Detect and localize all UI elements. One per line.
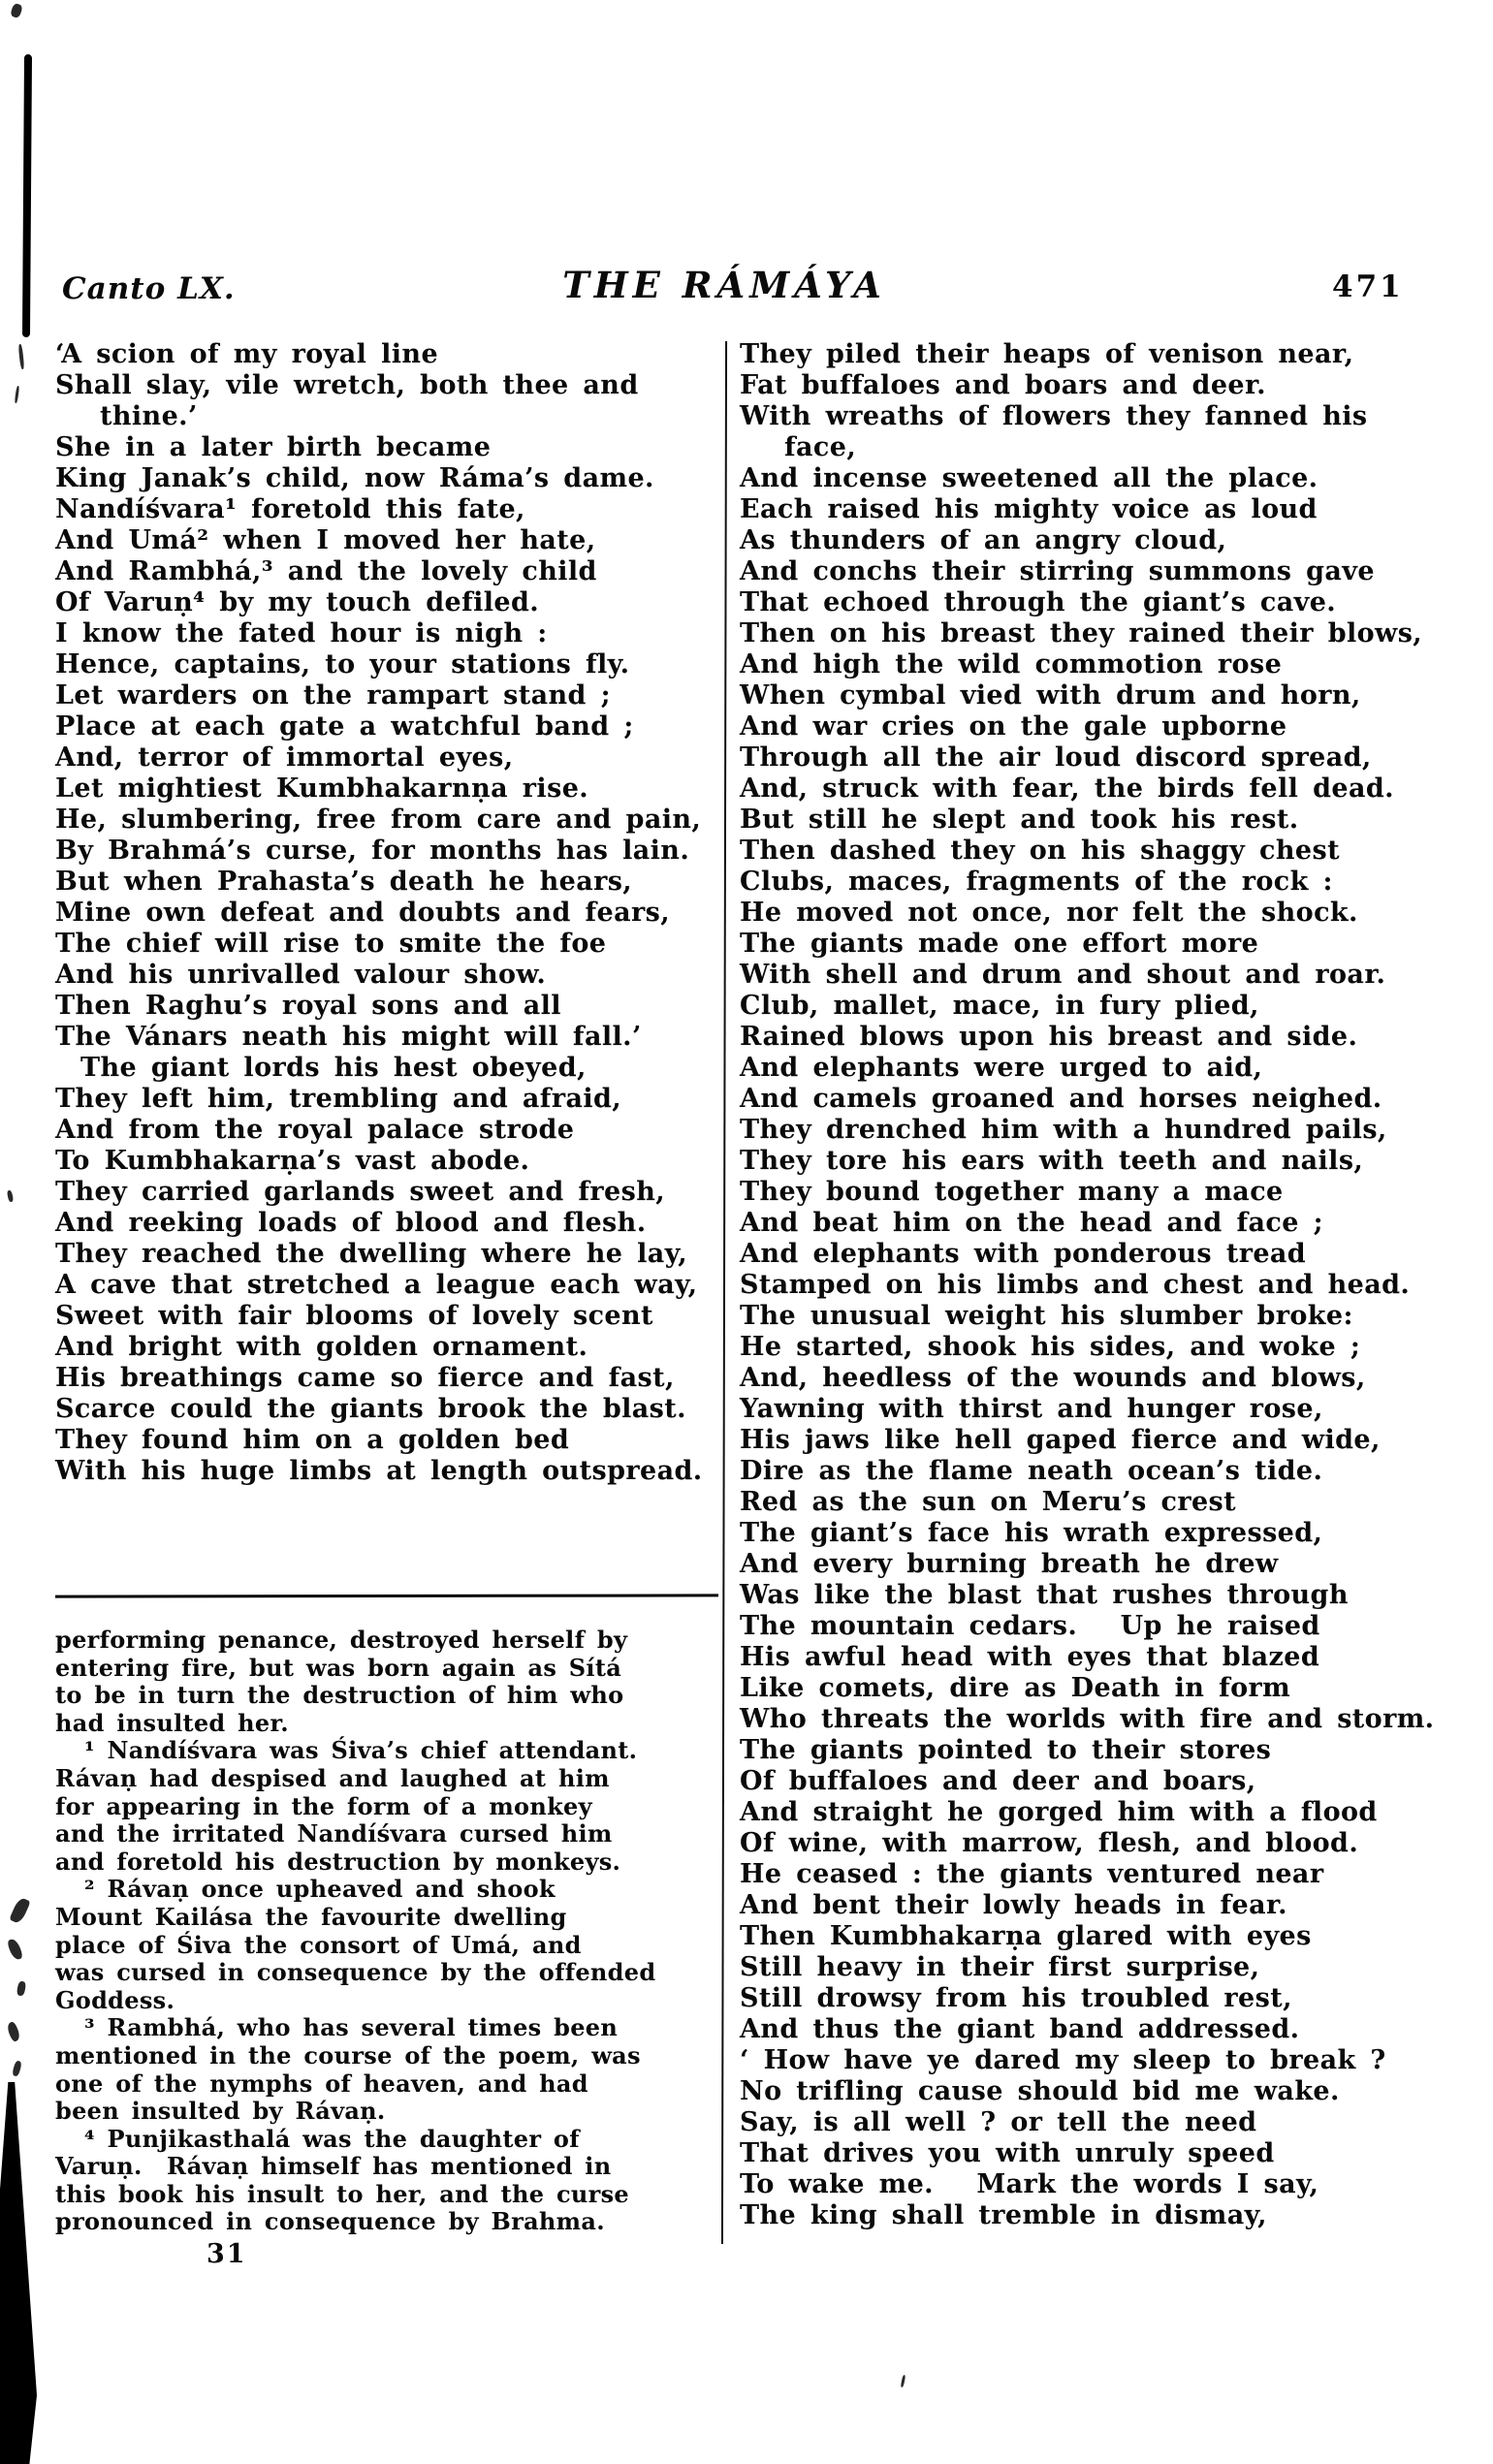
verse-line: His breathings came so fierce and fast, (55, 1363, 675, 1393)
footnote-line: place of Śiva the consort of Umá, and (55, 1930, 582, 1959)
footnote-line: mentioned in the course of the poem, was (55, 2040, 641, 2069)
verse-line: But still he slept and took his rest. (740, 805, 1299, 835)
verse-line: Was like the blast that rushes through (740, 1580, 1349, 1610)
ink-speck (18, 344, 25, 369)
verse-line: The giant’s face his wrath expressed, (740, 1518, 1323, 1548)
verse-line: And straight he gorged him with a flood (740, 1797, 1378, 1827)
footnote-line: been insulted by Rávaṇ. (55, 2097, 386, 2126)
verse-line: He moved not once, nor felt the shock. (740, 898, 1358, 928)
footnote-line: Mount Kailása the favourite dwelling (55, 1902, 567, 1931)
footnote-line: one of the nymphs of heaven, and had (55, 2069, 588, 2098)
verse-line: And every burning breath he drew (740, 1549, 1279, 1579)
page-number: 471 (1332, 269, 1404, 304)
verse-line: The Vánars neath his might will fall.’ (55, 1022, 642, 1052)
verse-line: And war cries on the gale upborne (740, 711, 1287, 742)
verse-line: Each raised his mighty voice as loud (740, 494, 1318, 524)
verse-line: I know the fated hour is nigh : (55, 618, 548, 648)
verse-line: The giant lords his hest obeyed, (80, 1053, 587, 1083)
ink-speck (5, 2021, 22, 2042)
verse-line: Still heavy in their first surprise, (740, 1952, 1260, 1982)
verse-line: With shell and drum and shout and roar. (740, 960, 1386, 990)
verse-line: Of buffaloes and deer and boars, (740, 1766, 1256, 1796)
verse-line: The unusual weight his slumber broke: (740, 1301, 1353, 1331)
verse-line: Shall slay, vile wretch, both thee and (55, 370, 639, 400)
verse-line: thine.’ (100, 401, 198, 431)
verse-line: Rained blows upon his breast and side. (740, 1022, 1358, 1052)
verse-line: Place at each gate a watchful band ; (55, 711, 634, 742)
verse-line: And reeking loads of blood and flesh. (55, 1208, 647, 1238)
verse-line: Say, is all well ? or tell the need (740, 2107, 1257, 2137)
verse-line: And bright with golden ornament. (55, 1332, 588, 1362)
verse-line: Then on his breast they rained their blows, (740, 618, 1423, 648)
verse-line: And Umá² when I moved her hate, (55, 525, 596, 555)
verse-line: And thus the giant band addressed. (740, 2014, 1300, 2044)
signature-number: 31 (206, 2239, 247, 2269)
verse-line: The chief will rise to smite the foe (55, 929, 607, 959)
binding-shadow-bottom (0, 2082, 37, 2464)
verse-line: No trifling cause should bid me wake. (740, 2076, 1340, 2106)
verse-line: Mine own defeat and doubts and fears, (55, 898, 671, 928)
verse-line: His jaws like hell gaped fierce and wide, (740, 1425, 1381, 1455)
verse-line: And beat him on the head and face ; (740, 1208, 1323, 1238)
verse-line: With wreaths of flowers they fanned his (740, 401, 1368, 431)
verse-line: Then Raghu’s royal sons and all (55, 991, 561, 1021)
verse-line: Yawning with thirst and hunger rose, (740, 1394, 1323, 1424)
verse-line: Of Varuṇ⁴ by my touch defiled. (55, 587, 540, 617)
footnote-line: entering fire, but was born again as Sítá (55, 1653, 622, 1682)
ink-speck (12, 2060, 22, 2076)
verse-line: King Janak’s child, now Ráma’s dame. (55, 463, 654, 493)
footnote-line: and foretold his destruction by monkeys. (55, 1847, 621, 1876)
ink-speck (9, 1896, 30, 1924)
verse-line: His awful head with eyes that blazed (740, 1642, 1320, 1672)
verse-line: And from the royal palace strode (55, 1115, 575, 1145)
footnote-line: to be in turn the destruction of him who (55, 1681, 624, 1710)
verse-line: Of wine, with marrow, flesh, and blood. (740, 1828, 1359, 1858)
verse-line: She in a later birth became (55, 432, 492, 462)
verse-line: As thunders of an angry cloud, (740, 525, 1227, 555)
footnote-line: ¹ Nandíśvara was Śiva’s chief attendant. (84, 1736, 638, 1765)
footnote-line: Varuṇ. Rávaṇ himself has mentioned in (55, 2152, 612, 2181)
verse-line: And Rambhá,³ and the lovely child (55, 556, 597, 586)
verse-line: He started, shook his sides, and woke ; (740, 1332, 1361, 1362)
verse-line: They drenched him with a hundred pails, (740, 1115, 1387, 1145)
footnote-line: this book his insult to her, and the curse (55, 2179, 629, 2208)
footnote-line: ² Rávaṇ once upheaved and shook (84, 1875, 556, 1904)
verse-line: When cymbal vied with drum and horn, (740, 680, 1361, 711)
footnote-rule (55, 1594, 718, 1597)
page-title: THE RÁMÁYA (562, 264, 886, 306)
binding-shadow-top (22, 54, 32, 337)
verse-line: Club, mallet, mace, in fury plied, (740, 991, 1259, 1021)
verse-line: Clubs, maces, fragments of the rock : (740, 867, 1333, 897)
verse-line: And camels groaned and horses neighed. (740, 1084, 1382, 1114)
verse-line: ‘A scion of my royal line (55, 339, 439, 369)
ink-speck (901, 2375, 906, 2387)
verse-line: ‘ How have ye dared my sleep to break ? (740, 2045, 1386, 2075)
verse-line: Scarce could the giants brook the blast. (55, 1394, 686, 1424)
verse-line: Like comets, dire as Death in form (740, 1673, 1291, 1703)
verse-line: Then Kumbhakarṇa glared with eyes (740, 1921, 1312, 1951)
verse-line: And his unrivalled valour show. (55, 960, 547, 990)
verse-line: Fat buffaloes and boars and deer. (740, 370, 1266, 400)
verse-line: The giants pointed to their stores (740, 1735, 1272, 1765)
verse-line: Dire as the flame neath ocean’s tide. (740, 1456, 1323, 1486)
verse-line: Nandíśvara¹ foretold this fate, (55, 494, 525, 524)
verse-line: But when Prahasta’s death he hears, (55, 867, 633, 897)
verse-line: To wake me. Mark the words I say, (740, 2169, 1319, 2199)
footnote-line: pronounced in consequence by Brahma. (55, 2207, 605, 2236)
verse-line: Who threats the worlds with fire and storm. (740, 1704, 1435, 1734)
verse-line: And elephants were urged to aid, (740, 1053, 1263, 1083)
verse-line: Hence, captains, to your stations fly. (55, 649, 630, 679)
footnote-line: Goddess. (55, 1985, 175, 2014)
verse-line: That drives you with unruly speed (740, 2138, 1275, 2168)
footnote-line: performing penance, destroyed herself by (55, 1626, 628, 1654)
verse-line: And, heedless of the wounds and blows, (740, 1363, 1366, 1393)
ink-speck (7, 1938, 23, 1961)
verse-line: The king shall tremble in dismay, (740, 2200, 1267, 2230)
verse-line: And incense sweetened all the place. (740, 463, 1318, 493)
verse-line: Let mightiest Kumbhakarnṇa rise. (55, 774, 589, 804)
canto-label: Canto LX. (62, 271, 236, 306)
verse-line: face, (784, 432, 857, 462)
footnote-line: Rávaṇ had despised and laughed at him (55, 1763, 610, 1792)
footnote-line: and the irritated Nandíśvara cursed him (55, 1819, 613, 1848)
verse-line: Still drowsy from his troubled rest, (740, 1983, 1292, 2013)
verse-line: They left him, trembling and afraid, (55, 1084, 622, 1114)
verse-line: He, slumbering, free from care and pain, (55, 805, 702, 835)
verse-line: The giants made one effort more (740, 929, 1259, 959)
verse-line: By Brahmá’s curse, for months has lain. (55, 836, 690, 866)
ink-speck (15, 386, 19, 403)
verse-line: They piled their heaps of venison near, (740, 339, 1354, 369)
footnote-line: for appearing in the form of a monkey (55, 1791, 592, 1820)
verse-line: He ceased : the giants ventured near (740, 1859, 1324, 1889)
verse-line: They bound together many a mace (740, 1177, 1284, 1207)
ink-speck (16, 1980, 26, 1996)
footnote-line: was cursed in consequence by the offended (55, 1958, 656, 1987)
verse-line: And, terror of immortal eyes, (55, 742, 514, 773)
verse-line: They tore his ears with teeth and nails, (740, 1146, 1364, 1176)
verse-line: Then dashed they on his shaggy chest (740, 836, 1340, 866)
right-column-verse (740, 339, 1486, 2231)
verse-line: To Kumbhakarṇa’s vast abode. (55, 1146, 530, 1176)
verse-line: And bent their lowly heads in fear. (740, 1890, 1287, 1920)
verse-line: Through all the air loud discord spread, (740, 742, 1372, 773)
footnote-line: ³ Rambhá, who has several times been (84, 2013, 619, 2042)
verse-line: Stamped on his limbs and chest and head. (740, 1270, 1411, 1300)
left-column-verse (55, 339, 724, 1487)
ink-speck (7, 1190, 14, 1203)
verse-line: They carried garlands sweet and fresh, (55, 1177, 666, 1207)
verse-line: And, struck with fear, the birds fell dead. (740, 774, 1394, 804)
verse-line: Let warders on the rampart stand ; (55, 680, 612, 711)
verse-line: A cave that stretched a league each way, (55, 1270, 698, 1300)
verse-line: That echoed through the giant’s cave. (740, 587, 1337, 617)
footnote-line: ⁴ Punjikasthalá was the daughter of (84, 2124, 580, 2153)
verse-line: Red as the sun on Meru’s crest (740, 1487, 1237, 1517)
ink-speck (10, 3, 23, 18)
verse-line: They found him on a golden bed (55, 1425, 570, 1455)
verse-line: And high the wild commotion rose (740, 649, 1283, 679)
verse-line: And conchs their stirring summons gave (740, 556, 1375, 586)
footnotes (55, 1627, 724, 2236)
verse-line: Sweet with fair blooms of lovely scent (55, 1301, 653, 1331)
verse-line: The mountain cedars. Up he raised (740, 1611, 1320, 1641)
verse-line: And elephants with ponderous tread (740, 1239, 1307, 1269)
verse-line: They reached the dwelling where he lay, (55, 1239, 687, 1269)
footnote-line: had insulted her. (55, 1708, 289, 1737)
verse-line: With his huge limbs at length outspread. (55, 1456, 703, 1486)
